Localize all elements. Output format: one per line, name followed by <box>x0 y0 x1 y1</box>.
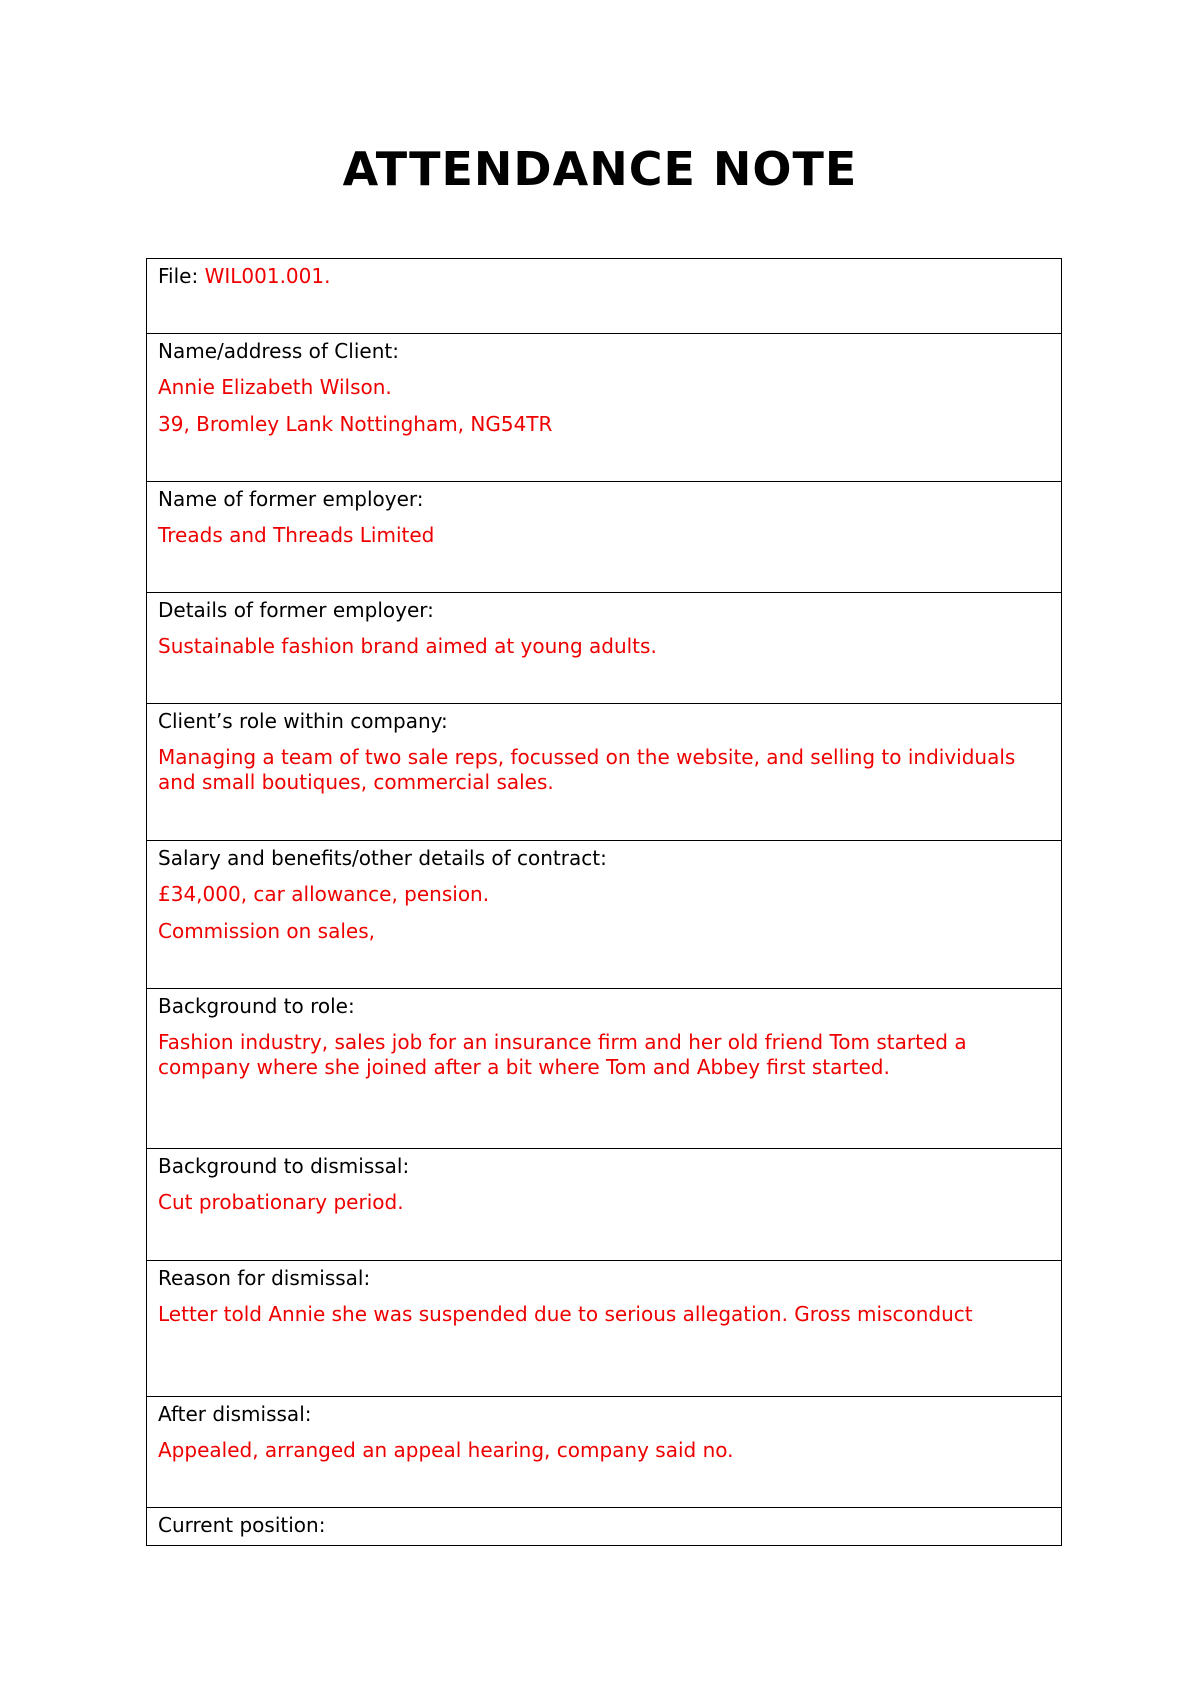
salary-line-1: £34,000, car allowance, pension. <box>158 882 490 906</box>
current-position-row <box>147 1508 1061 1545</box>
after-dismissal-row <box>147 1397 1061 1508</box>
salary-line-2: Commission on sales, <box>158 919 375 943</box>
background-role-value: Fashion industry, sales job for an insurance firm and her old friend Tom started a company where she joined after a bit where Tom and Abbey first started. <box>158 1030 967 1079</box>
employer-details-label: Details of former employer: <box>158 598 434 622</box>
reason-dismissal-row <box>147 1261 1061 1397</box>
salary-row <box>147 841 1061 989</box>
reason-dismissal-label: Reason for dismissal: <box>158 1266 371 1290</box>
client-name: Annie Elizabeth Wilson. <box>158 375 392 399</box>
page-title: ATTENDANCE NOTE <box>342 142 858 196</box>
role-value: Managing a team of two sale reps, focussed on the website, and selling to individuals and small boutiques, commercial sales. <box>158 745 1016 794</box>
employer-details-row <box>147 593 1061 704</box>
role-row <box>147 704 1061 841</box>
reason-dismissal-value: Letter told Annie she was suspended due to serious allegation. Gross misconduct <box>158 1302 973 1326</box>
after-dismissal-value: Appealed, arranged an appeal hearing, company said no. <box>158 1438 734 1462</box>
background-role-label: Background to role: <box>158 994 355 1018</box>
salary-label: Salary and benefits/other details of contract: <box>158 846 607 870</box>
employer-details-value: Sustainable fashion brand aimed at young adults. <box>158 634 657 658</box>
background-dismissal-label: Background to dismissal: <box>158 1154 410 1178</box>
role-label: Client’s role within company: <box>158 709 448 733</box>
client-label: Name/address of Client: <box>158 339 399 363</box>
former-employer-value: Treads and Threads Limited <box>158 523 435 547</box>
after-dismissal-label: After dismissal: <box>158 1402 312 1426</box>
file-value: WIL001.001. <box>204 264 331 288</box>
background-role-row <box>147 989 1061 1149</box>
attendance-note-table <box>146 258 1062 1546</box>
client-address: 39, Bromley Lank Nottingham, NG54TR <box>158 412 553 436</box>
client-row <box>147 334 1061 482</box>
current-position-label: Current position: <box>158 1513 326 1537</box>
file-line <box>158 262 1050 289</box>
file-row <box>147 259 1061 334</box>
file-label: File: <box>158 264 199 288</box>
former-employer-label: Name of former employer: <box>158 487 424 511</box>
background-dismissal-row <box>147 1149 1061 1261</box>
background-dismissal-value: Cut probationary period. <box>158 1190 404 1214</box>
former-employer-row <box>147 482 1061 593</box>
